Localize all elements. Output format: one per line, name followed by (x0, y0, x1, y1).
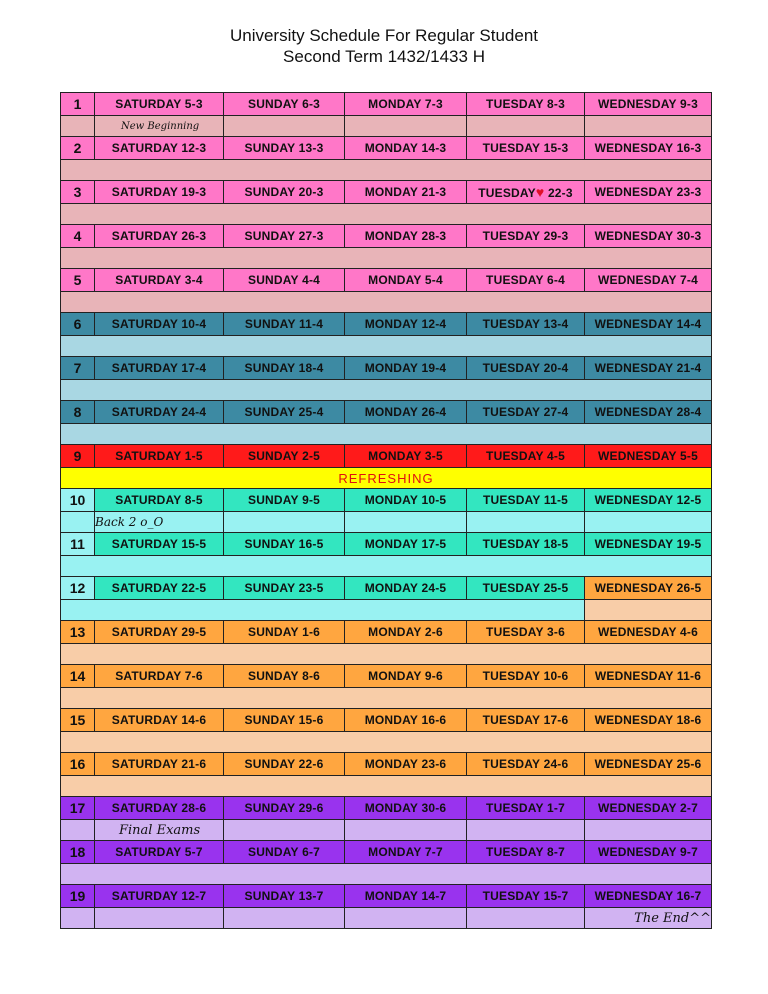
day-cell: SUNDAY 16-5 (224, 533, 345, 556)
day-cell: MONDAY 7-7 (345, 841, 467, 864)
day-cell: SATURDAY 1-5 (95, 445, 224, 468)
day-cell: SATURDAY 19-3 (95, 181, 224, 204)
week-row-10 (61, 489, 712, 512)
day-cell: MONDAY 5-4 (345, 269, 467, 292)
day-cell: SATURDAY 10-4 (95, 313, 224, 336)
week-row-18 (61, 841, 712, 864)
day-cell: TUESDAY 20-4 (467, 357, 585, 380)
week-number: 1 (61, 93, 95, 116)
week-number: 14 (61, 665, 95, 688)
day-cell: WEDNESDAY 16-7 (585, 885, 712, 908)
note-the-end: The End^^ (585, 908, 712, 929)
day-cell: SATURDAY 21-6 (95, 753, 224, 776)
day-cell: TUESDAY 15-7 (467, 885, 585, 908)
day-cell: SUNDAY 11-4 (224, 313, 345, 336)
spacer-row (61, 908, 712, 929)
spacer-row (61, 160, 712, 181)
day-cell: MONDAY 14-3 (345, 137, 467, 160)
day-cell: SUNDAY 4-4 (224, 269, 345, 292)
day-cell: SUNDAY 13-3 (224, 137, 345, 160)
day-cell: WEDNESDAY 30-3 (585, 225, 712, 248)
day-cell: TUESDAY 8-3 (467, 93, 585, 116)
day-cell: SATURDAY 12-3 (95, 137, 224, 160)
note-refreshing: REFRESHING (61, 468, 712, 489)
note-back: Back 2 o_O (95, 512, 224, 533)
refreshing-row (61, 468, 712, 489)
day-cell: SATURDAY 5-3 (95, 93, 224, 116)
week-number: 10 (61, 489, 95, 512)
day-cell: SATURDAY 28-6 (95, 797, 224, 820)
day-cell: WEDNESDAY 7-4 (585, 269, 712, 292)
spacer-row (61, 248, 712, 269)
day-cell: SATURDAY 7-6 (95, 665, 224, 688)
day-cell: MONDAY 3-5 (345, 445, 467, 468)
day-cell: TUESDAY 1-7 (467, 797, 585, 820)
spacer-row (61, 424, 712, 445)
day-cell: TUESDAY 4-5 (467, 445, 585, 468)
note-final-exams: Final Exams (95, 820, 224, 841)
day-cell: SUNDAY 6-3 (224, 93, 345, 116)
day-cell: SUNDAY 1-6 (224, 621, 345, 644)
week-number: 17 (61, 797, 95, 820)
day-cell: SATURDAY 24-4 (95, 401, 224, 424)
day-cell: TUESDAY 24-6 (467, 753, 585, 776)
day-cell: SUNDAY 29-6 (224, 797, 345, 820)
day-cell: SUNDAY 13-7 (224, 885, 345, 908)
week-number: 15 (61, 709, 95, 732)
day-cell: WEDNESDAY 25-6 (585, 753, 712, 776)
day-cell: WEDNESDAY 26-5 (585, 577, 712, 600)
day-cell: WEDNESDAY 28-4 (585, 401, 712, 424)
week-row-8 (61, 401, 712, 424)
day-cell: SATURDAY 15-5 (95, 533, 224, 556)
week-row-5 (61, 269, 712, 292)
day-cell: TUESDAY 15-3 (467, 137, 585, 160)
day-cell: MONDAY 23-6 (345, 753, 467, 776)
day-cell: SUNDAY 6-7 (224, 841, 345, 864)
day-cell: WEDNESDAY 23-3 (585, 181, 712, 204)
day-cell: SUNDAY 18-4 (224, 357, 345, 380)
week-row-16 (61, 753, 712, 776)
week-number: 11 (61, 533, 95, 556)
day-cell: TUESDAY 29-3 (467, 225, 585, 248)
week-row-6 (61, 313, 712, 336)
day-cell: WEDNESDAY 21-4 (585, 357, 712, 380)
week-row-14 (61, 665, 712, 688)
day-cell: TUESDAY 11-5 (467, 489, 585, 512)
spacer-row (61, 556, 712, 577)
day-cell: MONDAY 30-6 (345, 797, 467, 820)
week-number: 9 (61, 445, 95, 468)
spacer-row (61, 820, 712, 841)
week-number: 2 (61, 137, 95, 160)
week-number: 16 (61, 753, 95, 776)
week-row-3 (61, 181, 712, 204)
week-row-2 (61, 137, 712, 160)
day-cell: TUESDAY 18-5 (467, 533, 585, 556)
spacer-row (61, 644, 712, 665)
week-row-17 (61, 797, 712, 820)
day-cell: WEDNESDAY 12-5 (585, 489, 712, 512)
day-cell: MONDAY 9-6 (345, 665, 467, 688)
day-cell: TUESDAY 3-6 (467, 621, 585, 644)
day-cell: SATURDAY 22-5 (95, 577, 224, 600)
day-cell: WEDNESDAY 5-5 (585, 445, 712, 468)
page-title: University Schedule For Regular Student (229, 26, 539, 45)
spacer-row (61, 380, 712, 401)
day-cell: MONDAY 24-5 (345, 577, 467, 600)
day-cell: SUNDAY 15-6 (224, 709, 345, 732)
day-cell: TUESDAY 17-6 (467, 709, 585, 732)
week-row-13 (61, 621, 712, 644)
day-cell: MONDAY 7-3 (345, 93, 467, 116)
week-row-1 (61, 93, 712, 116)
day-cell: SATURDAY 12-7 (95, 885, 224, 908)
day-cell (467, 181, 585, 204)
day-cell: WEDNESDAY 19-5 (585, 533, 712, 556)
day-cell: MONDAY 28-3 (345, 225, 467, 248)
day-cell: WEDNESDAY 18-6 (585, 709, 712, 732)
week-number: 19 (61, 885, 95, 908)
day-cell: WEDNESDAY 14-4 (585, 313, 712, 336)
week-row-19 (61, 885, 712, 908)
day-cell: MONDAY 12-4 (345, 313, 467, 336)
week-row-4 (61, 225, 712, 248)
day-cell: MONDAY 2-6 (345, 621, 467, 644)
day-cell: SATURDAY 26-3 (95, 225, 224, 248)
spacer-row (61, 336, 712, 357)
day-cell: WEDNESDAY 11-6 (585, 665, 712, 688)
heart-icon: ♥ (535, 184, 545, 200)
day-cell: SUNDAY 20-3 (224, 181, 345, 204)
week-number: 5 (61, 269, 95, 292)
week-row-7 (61, 357, 712, 380)
day-cell: MONDAY 10-5 (345, 489, 467, 512)
day-cell: SATURDAY 3-4 (95, 269, 224, 292)
spacer-row (61, 116, 712, 137)
week-number: 3 (61, 181, 95, 204)
day-cell: MONDAY 26-4 (345, 401, 467, 424)
day-cell: MONDAY 19-4 (345, 357, 467, 380)
week-row-15 (61, 709, 712, 732)
day-cell: WEDNESDAY 2-7 (585, 797, 712, 820)
spacer-row (61, 864, 712, 885)
note-new-beginning: New Beginning (95, 116, 224, 137)
week-number: 18 (61, 841, 95, 864)
spacer-row (61, 776, 712, 797)
day-cell: SATURDAY 8-5 (95, 489, 224, 512)
week-number: 4 (61, 225, 95, 248)
week-row-9 (61, 445, 712, 468)
day-cell: SUNDAY 23-5 (224, 577, 345, 600)
spacer-row (61, 512, 712, 533)
day-cell: WEDNESDAY 16-3 (585, 137, 712, 160)
day-cell: SUNDAY 27-3 (224, 225, 345, 248)
week-number: 6 (61, 313, 95, 336)
spacer-row (61, 204, 712, 225)
day-cell: SUNDAY 2-5 (224, 445, 345, 468)
week-number: 7 (61, 357, 95, 380)
day-cell: TUESDAY 13-4 (467, 313, 585, 336)
week-row-12 (61, 577, 712, 600)
day-cell: MONDAY 16-6 (345, 709, 467, 732)
page-subtitle: Second Term 1432/1433 H (283, 47, 485, 66)
tuesday-date: 22-3 (547, 186, 573, 200)
spacer-row (61, 732, 712, 753)
day-cell: SATURDAY 29-5 (95, 621, 224, 644)
day-cell: TUESDAY 10-6 (467, 665, 585, 688)
schedule-table (60, 92, 712, 929)
day-cell: TUESDAY 25-5 (467, 577, 585, 600)
day-cell: SUNDAY 8-6 (224, 665, 345, 688)
day-cell: SUNDAY 22-6 (224, 753, 345, 776)
day-cell: SATURDAY 14-6 (95, 709, 224, 732)
spacer-row (61, 688, 712, 709)
week-row-11 (61, 533, 712, 556)
day-cell: MONDAY 17-5 (345, 533, 467, 556)
day-cell: WEDNESDAY 9-3 (585, 93, 712, 116)
tuesday-label: TUESDAY (478, 186, 536, 200)
day-cell: WEDNESDAY 4-6 (585, 621, 712, 644)
spacer-row (61, 600, 712, 621)
day-cell: MONDAY 14-7 (345, 885, 467, 908)
day-cell: SUNDAY 9-5 (224, 489, 345, 512)
day-cell: WEDNESDAY 9-7 (585, 841, 712, 864)
week-number: 8 (61, 401, 95, 424)
spacer-row (61, 292, 712, 313)
day-cell: SATURDAY 17-4 (95, 357, 224, 380)
day-cell: MONDAY 21-3 (345, 181, 467, 204)
day-cell: TUESDAY 6-4 (467, 269, 585, 292)
day-cell: SATURDAY 5-7 (95, 841, 224, 864)
week-number: 13 (61, 621, 95, 644)
day-cell: TUESDAY 27-4 (467, 401, 585, 424)
week-number: 12 (61, 577, 95, 600)
day-cell: SUNDAY 25-4 (224, 401, 345, 424)
day-cell: TUESDAY 8-7 (467, 841, 585, 864)
